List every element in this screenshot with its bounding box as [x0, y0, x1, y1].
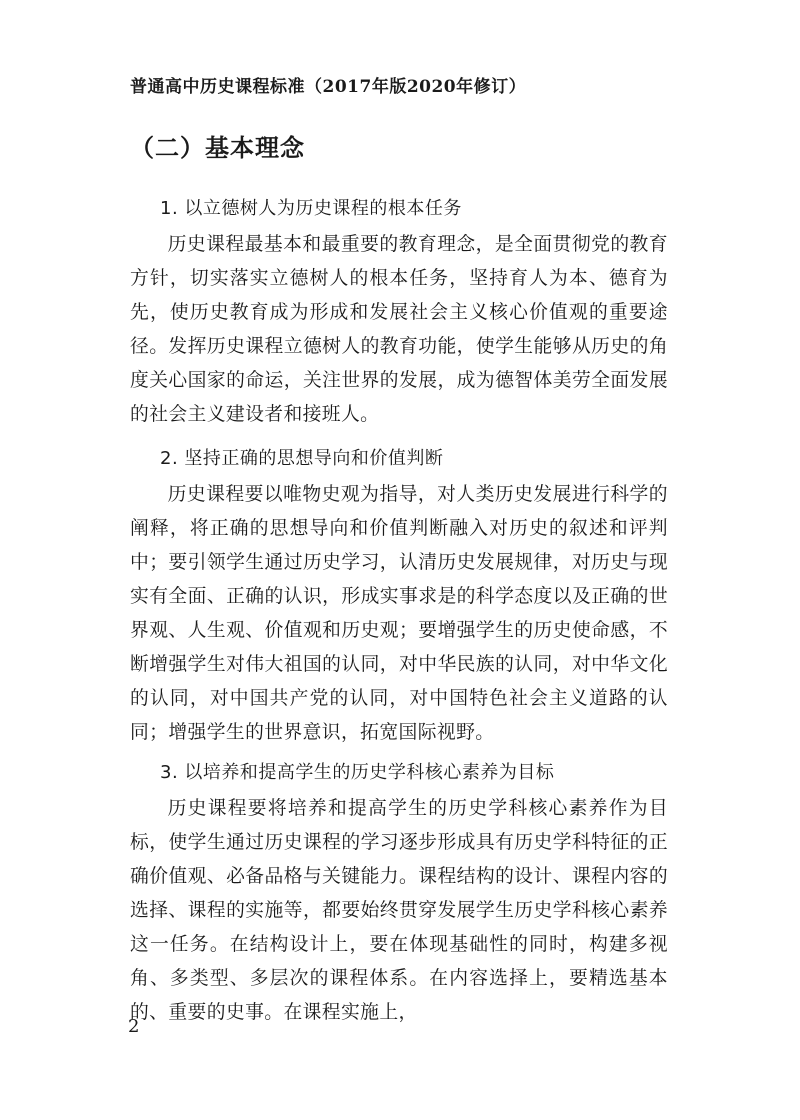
subsection-heading: 2. 坚持正确的思想导向和价值判断	[160, 448, 444, 469]
subsection-paragraph: 历史课程要将培养和提高学生的历史学科核心素养作为目标，使学生通过历史课程的学习逐步形成具有历史学科特征的正确价值观、必备品格与关键能力。课程结构的设计、课程内容的选择、课程的实施等，都要始终贯穿发展学生历史学科核心素养这一任务。在结构设计上，要在体现基础性的同时，构建多视角、多类型、多层次的课程体系。在内容选择上，要精选基本的、重要的史事。在课程实施上，	[130, 798, 668, 1023]
subsection-3	[130, 758, 668, 1030]
page-number: 2	[128, 1016, 140, 1037]
subsection-paragraph: 历史课程最基本和最重要的教育理念，是全面贯彻党的教育方针，切实落实立德树人的根本任务，坚持育人为本、德育为先，使历史教育成为形成和发展社会主义核心价值观的重要途径。发挥历史课程立德树人的教育功能，使学生能够从历史的角度关心国家的命运，关注世界的发展，成为德智体美劳全面发展的社会主义建设者和接班人。	[130, 234, 668, 425]
section-title: （二）基本理念	[130, 133, 305, 162]
running-header: 普通高中历史课程标准（2017年版2020年修订）	[130, 77, 527, 97]
subsection-heading: 3. 以培养和提高学生的历史学科核心素养为目标	[160, 762, 555, 783]
subsection-paragraph: 历史课程要以唯物史观为指导，对人类历史发展进行科学的阐释，将正确的思想导向和价值判断融入对历史的叙述和评判中；要引领学生通过历史学习，认清历史发展规律，对历史与现实有全面、正确的认识，形成实事求是的科学态度以及正确的世界观、人生观、价值观和历史观；要增强学生的历史使命感，不断增强学生对伟大祖国的认同，对中华民族的认同，对中华文化的认同，对中国共产党的认同，对中国特色社会主义道路的认同；增强学生的世界意识，拓宽国际视野。	[130, 484, 668, 743]
subsection-heading: 1. 以立德树人为历史课程的根本任务	[160, 198, 462, 219]
subsection-2	[130, 444, 668, 750]
subsection-1	[130, 194, 668, 432]
